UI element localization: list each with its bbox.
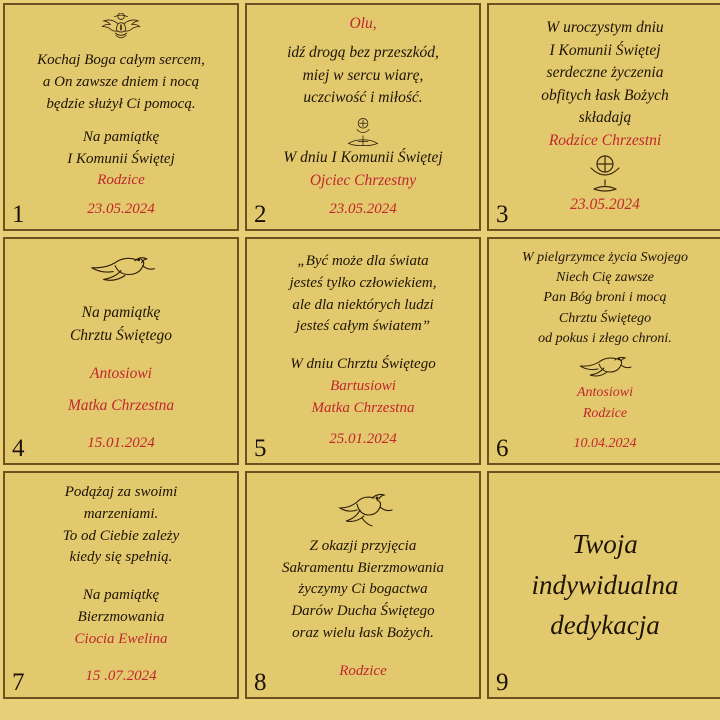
card-7-signature: Ciocia Ewelina: [74, 630, 168, 647]
card-number-2: 2: [254, 201, 267, 228]
card-4-recipient: Antosiowi: [89, 364, 152, 382]
card-2-line-1: idź drogą bez przeszkód,: [287, 44, 439, 62]
card-6-line-4: od pokus i złego chroni.: [538, 331, 672, 346]
dove-icon: [85, 247, 157, 288]
dedication-card-2[interactable]: [245, 3, 481, 231]
card-2-date: 23.05.2024: [329, 201, 397, 218]
card-5-recipient: Bartusiowi: [330, 377, 396, 394]
card-6-line-0: W pielgrzymce życia Swojego: [521, 249, 688, 265]
card-7-line-2: To od Ciebie zależy: [62, 527, 180, 544]
card-7-line-1: marzeniami.: [83, 505, 159, 522]
card-1-signature: Rodzice: [97, 172, 145, 189]
card-7-date: 15 .07.2024: [85, 668, 157, 685]
card-8-line-1: Sakramentu Bierzmowania: [281, 559, 445, 576]
card-5-line-2: ale dla niektórych ludzi: [292, 296, 434, 313]
placeholder-line-0: Twoja: [572, 529, 638, 560]
card-1-line-5: I Komunii Świętej: [67, 150, 175, 167]
dove-icon: [577, 349, 633, 383]
dedication-card-3[interactable]: [487, 3, 720, 231]
dedication-card-1[interactable]: [3, 3, 239, 231]
praying-angel-icon: [90, 13, 152, 46]
card-6-line-3: Chrztu Świętego: [558, 310, 652, 326]
card-8-line-2: życzymy Ci bogactwa: [298, 581, 428, 598]
card-7-line-5: Na pamiątkę: [82, 587, 160, 603]
card-4-date: 15.01.2024: [87, 435, 155, 452]
card-2-signature: Ojciec Chrzestny: [309, 171, 417, 189]
card-3-line-1: I Komunii Świętej: [549, 41, 661, 59]
dedication-card-5[interactable]: [245, 237, 481, 465]
placeholder-line-2: dedykacja: [550, 610, 660, 641]
card-number-9: 9: [496, 669, 509, 696]
card-1-line-1: a On zawsze dniem i nocą: [42, 73, 200, 90]
card-2-line-5: W dniu I Komunii Świętej: [283, 149, 443, 167]
card-3-date: 23.05.2024: [570, 196, 640, 214]
card-number-1: 1: [12, 201, 25, 228]
card-number-6: 6: [496, 435, 509, 462]
card-number-4: 4: [12, 435, 25, 462]
card-8-line-3: Darów Ducha Świętego: [291, 603, 435, 619]
card-4-line-1: Chrztu Świętego: [69, 326, 173, 344]
card-5-line-3: jesteś całym światem”: [295, 318, 431, 335]
dedication-card-7[interactable]: [3, 471, 239, 699]
card-6-line-2: Pan Bóg broni i mocą: [543, 290, 667, 306]
card-1-line-0: Kochaj Boga całym sercem,: [37, 52, 205, 69]
dove-icon: [332, 488, 394, 532]
placeholder-line-1: indywidualna: [531, 569, 679, 600]
dedication-card-9[interactable]: [487, 471, 720, 699]
card-7-line-6: Bierzmowania: [77, 608, 165, 625]
card-number-3: 3: [496, 201, 509, 228]
card-5-line-5: W dniu Chrztu Świętego: [290, 356, 436, 372]
card-8-line-4: oraz wielu łask Bożych.: [292, 624, 434, 641]
card-5-line-1: jesteś tylko człowiekiem,: [289, 274, 437, 291]
dedication-card-4[interactable]: [3, 237, 239, 465]
card-3-line-0: W uroczystym dniu: [546, 19, 664, 37]
card-1-date: 23.05.2024: [87, 201, 155, 218]
dedication-card-6[interactable]: [487, 237, 720, 465]
card-number-8: 8: [254, 669, 267, 696]
card-3-signature: Rodzice Chrzestni: [548, 131, 662, 149]
card-8-signature: Rodzice: [339, 662, 387, 679]
card-number-5: 5: [254, 435, 267, 462]
card-6-recipient: Antosiowi: [576, 385, 633, 401]
dedication-card-8[interactable]: [245, 471, 481, 699]
card-2-line-2: miej w sercu wiarę,: [302, 66, 424, 84]
card-5-signature: Matka Chrzestna: [311, 399, 415, 416]
card-6-date: 10.04.2024: [573, 435, 637, 451]
card-3-line-3: obfitych łask Bożych: [541, 86, 669, 104]
card-number-7: 7: [12, 669, 25, 696]
card-2-line-3: uczciwość i miłość.: [303, 89, 423, 107]
card-6-signature: Rodzice: [582, 405, 628, 421]
chalice-host-icon: [336, 117, 390, 148]
chalice-icon: [581, 152, 629, 194]
card-2-recipient: Olu,: [349, 15, 377, 32]
card-6-line-1: Niech Cię zawsze: [556, 270, 654, 286]
card-7-line-3: kiedy się spełnią.: [69, 549, 173, 566]
card-3-line-4: składają: [578, 109, 632, 127]
card-5-line-0: „Być może dla świata: [297, 253, 429, 269]
card-4-signature: Matka Chrzestna: [67, 397, 175, 415]
card-8-line-0: Z okazji przyjęcia: [309, 537, 417, 554]
card-1-line-2: będzie służył Ci pomocą.: [46, 95, 196, 112]
card-3-line-2: serdeczne życzenia: [546, 64, 664, 82]
card-1-line-4: Na pamiątkę: [82, 128, 160, 145]
card-4-line-0: Na pamiątkę: [81, 304, 161, 322]
card-7-line-0: Podążaj za swoimi: [64, 484, 178, 500]
card-5-date: 25.01.2024: [329, 431, 397, 448]
